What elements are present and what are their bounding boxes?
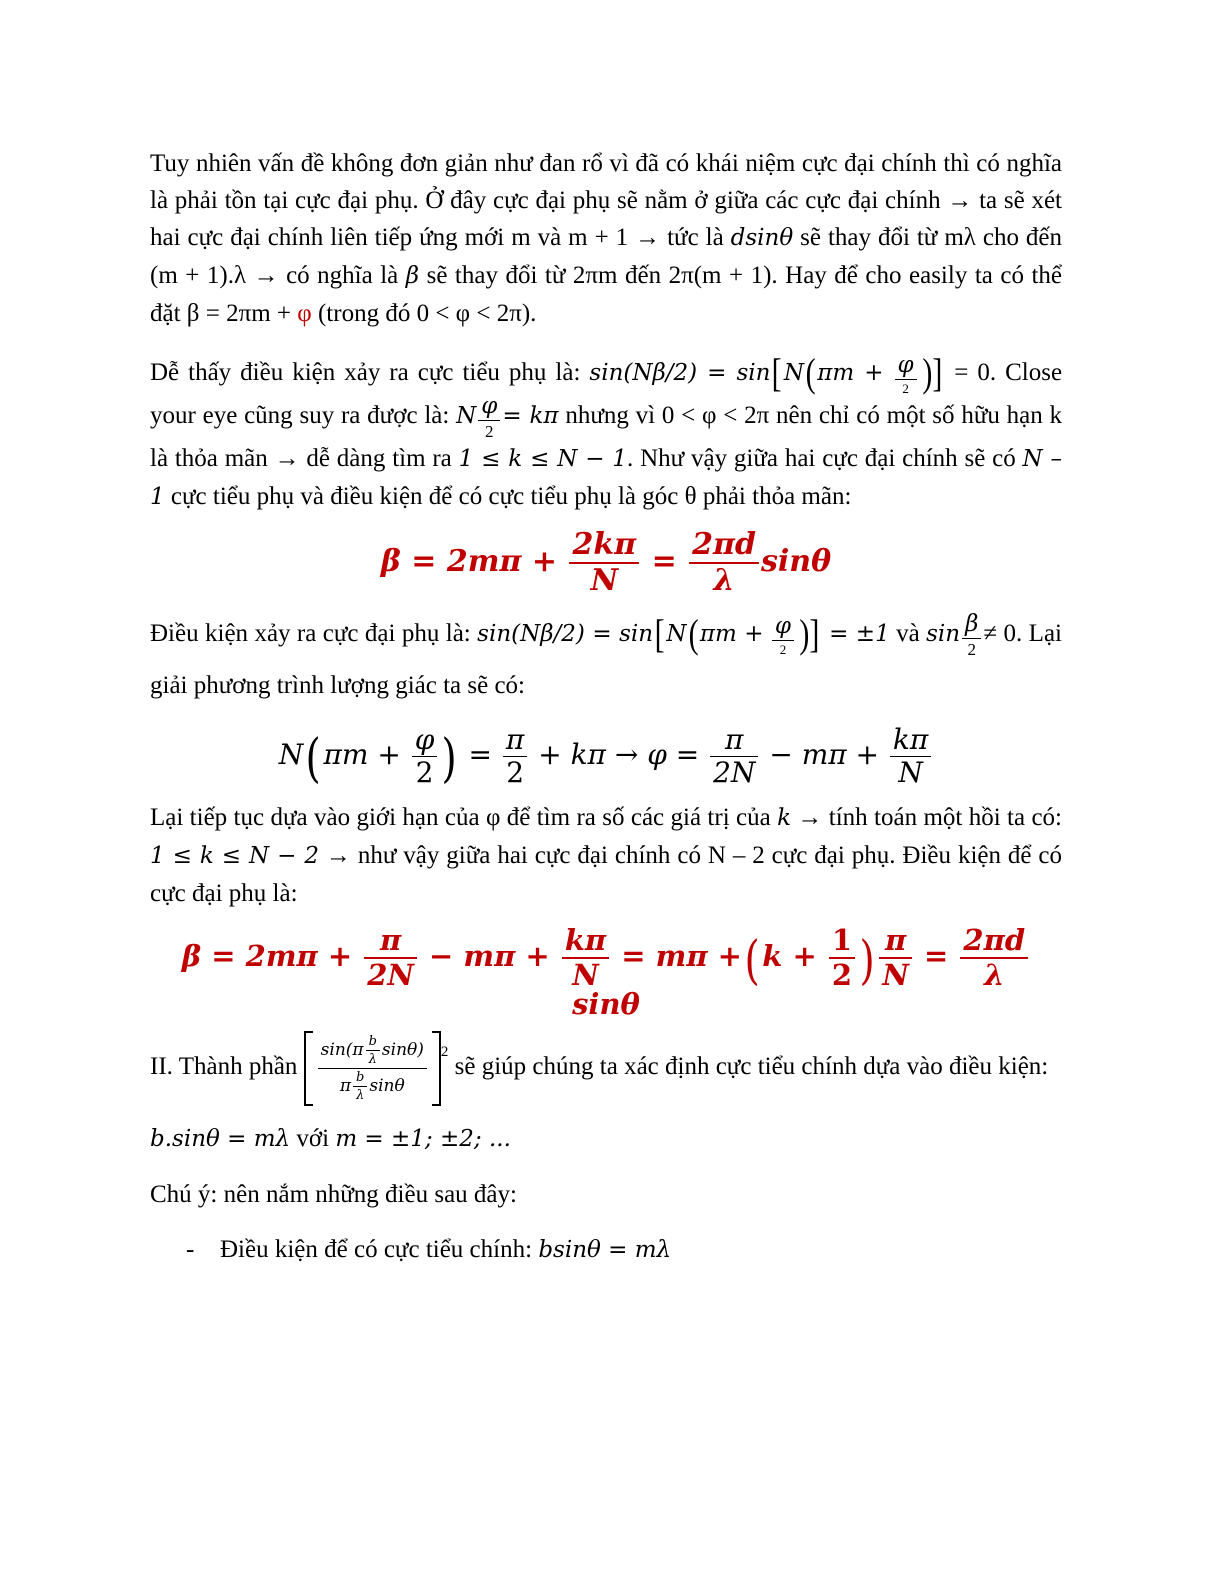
paragraph-7: Chú ý: nên nắm những điều sau đây: xyxy=(150,1181,517,1208)
squared-bracket-term: sin(π $\frac{b}{\lambda}$ sinθ) π $\frac{b}{\lambda}$ sinθ xyxy=(304,1031,441,1106)
paragraph-4: Lại tiếp tục dựa vào giới hạn của φ để tìm ra số các giá trị của k → tính toán một hồi ta có: 1 ≤ k ≤ N − 2 → như vậy giữa hai cực đại chính có N – 2 cực đại phụ. Điều kiện để có cực đại phụ là: xyxy=(150,804,1063,907)
paragraph-2: Dễ thấy điều kiện xảy ra cực tiểu phụ là: sin(Nβ/2) = sin[N(πm + $\frac{\varphi}{2}$ )] = 0. Close your eye cũng suy ra được là: N $\frac{\varphi}{2}$ = kπ nhưng vì 0 < φ < 2π nên chỉ có một số hữu hạn k là thỏa mãn → dễ dàng tìm ra 1 ≤ k ≤ N − 1. Như vậy giữa hai cực đại chính sẽ có N – 1 cực tiểu phụ và điều kiện để có cực tiểu phụ là góc θ phải thỏa mãn: xyxy=(150,350,1063,510)
equation-solve-phi: N(πm + $\frac{\varphi}{2}$ ) = $\frac{\pi}{2}$ + kπ → φ = $\frac{\pi}{2N}$ − mπ + $\frac{k\pi}{N}$ xyxy=(150,726,1062,787)
list-item: - Điều kiện để có cực tiểu chính: bsinθ = mλ xyxy=(186,1236,672,1263)
red-phi: φ xyxy=(297,300,312,327)
fraction-phi-2b: $\frac{\varphi}{2}$ xyxy=(478,395,500,440)
paragraph-3: Điều kiện xảy ra cực đại phụ là: sin(Nβ/2) = sin[N(πm + $\frac{\varphi}{2}$ )] = ±1 và sin $\frac{\beta}{2}$ ≠ 0. Lại giải phương trình lượng giác ta sẽ có: xyxy=(150,610,1062,699)
document-page xyxy=(150,145,1062,1269)
equation-cuc-tieu-phu: β = 2mπ + $\frac{2k\pi}{N}$ = $\frac{2\pi d}{\lambda}$ sinθ xyxy=(380,527,832,598)
paragraph-1: Tuy nhiên vấn đề không đơn giản như đan rổ vì đã có khái niệm cực đại chính thì có nghĩa là phải tồn tại cực đại phụ. Ở đây cực đại phụ sẽ nằm ở giữa các cực đại chính → ta sẽ xét hai cực đại chính liên tiếp ứng mới m và m + 1 → tức là dsinθ sẽ thay đổi từ mλ cho đến (m + 1).λ → có nghĩa là β sẽ thay đổi từ 2πm đến 2π(m + 1). Hay để cho easily ta có thể đặt β = 2πm + φ (trong đó 0 < φ < 2π). xyxy=(150,150,1063,327)
equation-cuc-dai-phu: β = 2mπ + $\frac{\pi}{2N}$ − mπ + $\frac{k\pi}{N}$ = mπ +(k + $\frac{1}{2}$ ) $\frac{\pi}{N}$ = $\frac{2\pi d}{\lambda}$ sinθ xyxy=(150,926,1062,1019)
paragraph-6: b.sinθ = mλ với m = ±1; ±2; ... xyxy=(150,1125,511,1152)
math-beta: β xyxy=(405,263,420,289)
math-dsin: dsinθ xyxy=(730,225,794,251)
fraction-phi-2: $\frac{\varphi}{2}$ xyxy=(895,354,917,395)
paragraph-5: II. Thành phần sin(π $\frac{b}{\lambda}$ sinθ) π $\frac{b}{\lambda}$ sinθ $^2$ sẽ giúp chúng ta xác định cực tiểu chính dựa vào điều kiện: xyxy=(150,1031,1062,1106)
